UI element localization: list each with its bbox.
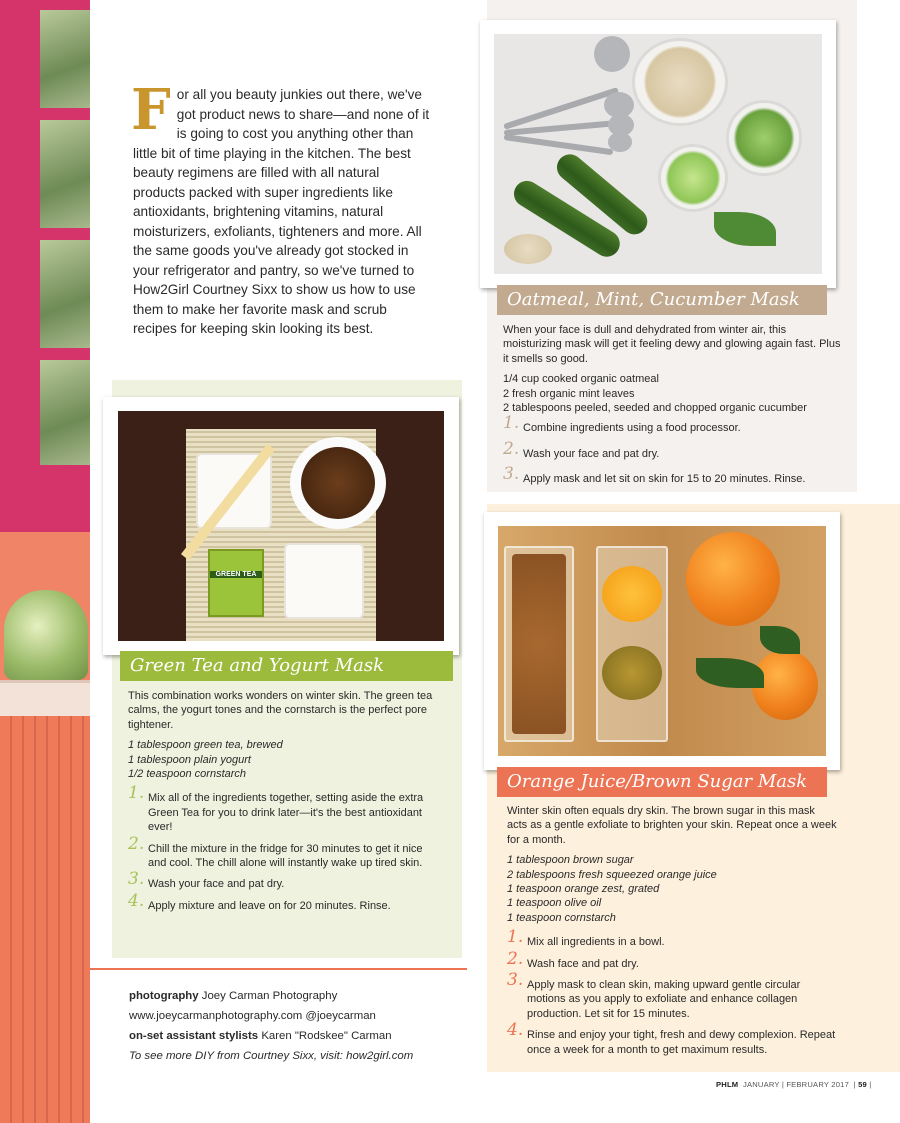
step bbox=[128, 833, 438, 871]
page-footer: PHLM JANUARY | FEBRUARY 2017 | 59 | bbox=[716, 1080, 872, 1089]
credit-stylist bbox=[129, 1026, 459, 1046]
step bbox=[128, 783, 438, 834]
green-tea-box bbox=[208, 549, 264, 617]
page-number: 59 bbox=[858, 1080, 867, 1089]
ingredient: 1 teaspoon cornstarch bbox=[507, 911, 616, 924]
step bbox=[507, 970, 837, 1021]
step bbox=[503, 438, 843, 461]
intro-paragraph bbox=[131, 77, 433, 339]
step-number: 2. bbox=[507, 948, 524, 969]
measuring-spoon-handle bbox=[504, 134, 614, 155]
credits-divider bbox=[90, 968, 467, 970]
orange-fruit bbox=[686, 532, 780, 626]
step-text: Wash your face and pat dry. bbox=[148, 878, 285, 891]
ingredient: 1 tablespoon brown sugar bbox=[507, 854, 634, 867]
step-text: Apply mask and let sit on skin for 15 to 20 minutes. Rinse. bbox=[523, 473, 806, 486]
orange-leaf bbox=[696, 658, 764, 688]
oatmeal-photo-frame bbox=[480, 20, 836, 288]
step-text: Mix all ingredients in a bowl. bbox=[527, 936, 665, 949]
step-number: 3. bbox=[503, 464, 520, 485]
step-text: Chill the mixture in the fridge for 30 minutes to get it nice and cool. The chill alone will instantly wake up tired skin. bbox=[148, 842, 423, 870]
step-text: Combine ingredients using a food processor. bbox=[523, 422, 741, 435]
green-tea-steps bbox=[128, 783, 438, 913]
intro-text: or all you beauty junkies out there, we've got product news to share—and none of it is going to cost you anything other than little bit of time playing in the kitchen. The best beauty regimens are filled with all natural products packed with super ingredients like antioxidants, brightening vitamins, natural moisturizers, exfoliants, tighteners and more. All the same goods you've already got stocked in your refrigerator and pantry, so we've turned to How2Girl Courtney Sixx to show us how to use them to make her favorite mask and scrub recipes for keeping skin looking its best. bbox=[133, 87, 430, 336]
tea-box-label: GREEN TEA bbox=[210, 571, 262, 578]
step bbox=[128, 869, 438, 891]
orange-leaf bbox=[760, 626, 800, 654]
orange-ingredients bbox=[507, 853, 837, 925]
orange-photo-frame bbox=[484, 512, 840, 770]
mint-leaves bbox=[714, 212, 776, 246]
window-photo-strip bbox=[0, 0, 90, 1123]
ingredient: 2 tablespoons peeled, seeded and chopped organic cucumber bbox=[503, 402, 807, 415]
credit-value: Karen "Rodskee" Carman bbox=[261, 1030, 392, 1042]
step-number: 2. bbox=[503, 438, 520, 459]
step bbox=[503, 464, 843, 486]
step-text: Mix all of the ingredients together, setting aside the extra Green Tea for you to drink later—it's the best antioxidant ever! bbox=[148, 792, 424, 834]
orange-juice-brown-sugar-photo bbox=[498, 526, 826, 756]
shelf bbox=[0, 680, 90, 716]
window-pane bbox=[40, 10, 90, 108]
step bbox=[507, 1020, 837, 1057]
brown-sugar bbox=[512, 554, 566, 734]
green-tea-ingredients bbox=[128, 738, 438, 781]
step-text: Wash your face and pat dry. bbox=[523, 447, 660, 460]
photo-credits bbox=[129, 986, 459, 1066]
ingredient: 1 teaspoon olive oil bbox=[507, 897, 602, 910]
measuring-spoon bbox=[608, 132, 632, 152]
credit-web: www.joeycarmanphotography.com @joeycarman bbox=[129, 1010, 376, 1022]
credit-value: Joey Carman Photography bbox=[201, 990, 338, 1002]
oatmeal-recipe bbox=[503, 323, 843, 494]
window-pane bbox=[40, 240, 90, 348]
step-text: Rinse and enjoy your tight, fresh and dewy complexion. Repeat once a week for a month to get maximum results. bbox=[527, 1029, 836, 1056]
step-number: 2. bbox=[128, 833, 145, 854]
ingredient: 1 tablespoon plain yogurt bbox=[128, 753, 251, 766]
step bbox=[128, 890, 438, 913]
orange-description: Winter skin often equals dry skin. The brown sugar in this mask acts as a gentle exfoliate to brighten your skin. Repeat once a week for a month. bbox=[507, 805, 837, 846]
step-number: 4. bbox=[128, 890, 145, 911]
green-tea-photo-frame bbox=[103, 397, 459, 655]
green-tea-title: Green Tea and Yogurt Mask bbox=[120, 651, 453, 681]
window-pane bbox=[40, 360, 90, 465]
footer-brand: PHLM bbox=[716, 1080, 739, 1089]
ingredient: 2 tablespoons fresh squeezed orange juice bbox=[507, 868, 717, 881]
oatmeal-ingredients bbox=[503, 372, 843, 415]
orange-title: Orange Juice/Brown Sugar Mask bbox=[497, 767, 827, 797]
ingredient: 2 fresh organic mint leaves bbox=[503, 387, 635, 400]
step-number: 3. bbox=[128, 869, 145, 890]
oatmeal-bowl bbox=[632, 38, 728, 126]
hydrangea-plant bbox=[4, 590, 88, 680]
orange-recipe bbox=[507, 804, 837, 1064]
step-number: 1. bbox=[128, 783, 145, 804]
oatmeal-steps bbox=[503, 413, 843, 486]
chopped-cucumber-bowl bbox=[658, 144, 728, 212]
measuring-spoon bbox=[594, 36, 630, 72]
ingredient: 1/4 cup cooked organic oatmeal bbox=[503, 373, 659, 386]
step-text: Apply mask to clean skin, making upward gentle circular motions as you apply to exfoliate and enhance collagen production. Let sit for 15 minutes. bbox=[527, 979, 801, 1020]
green-tea-description: This combination works wonders on winter skin. The green tea calms, the yogurt tones and the cornstarch is the perfect pore tightener. bbox=[128, 690, 433, 731]
orange-juice bbox=[602, 566, 662, 622]
oatmeal-description: When your face is dull and dehydrated from winter air, this moisturizing mask will get it feeling dewy and glowing again fast. Plus it smells so good. bbox=[503, 324, 841, 365]
oatmeal-mint-cucumber-photo bbox=[494, 34, 822, 274]
step-number: 4. bbox=[507, 1020, 524, 1041]
credit-label: photography bbox=[129, 990, 199, 1002]
oat-flakes bbox=[504, 234, 552, 264]
step-number: 1. bbox=[507, 927, 524, 948]
step-text: Apply mixture and leave on for 20 minutes. Rinse. bbox=[148, 899, 391, 912]
step-text: Wash face and pat dry. bbox=[527, 957, 639, 970]
window-pane bbox=[40, 120, 90, 228]
beadboard-panel bbox=[0, 716, 90, 1123]
brewed-tea bbox=[301, 447, 375, 519]
green-tea-recipe bbox=[128, 689, 438, 920]
cucumber-slices-bowl bbox=[726, 100, 802, 176]
step-number: 1. bbox=[503, 413, 520, 434]
ingredient: 1 tablespoon green tea, brewed bbox=[128, 739, 283, 752]
ingredient: 1 teaspoon orange zest, grated bbox=[507, 883, 660, 896]
ingredient: 1/2 teaspoon cornstarch bbox=[128, 768, 247, 781]
oatmeal-title: Oatmeal, Mint, Cucumber Mask bbox=[497, 285, 827, 315]
green-tea-yogurt-photo bbox=[118, 411, 444, 641]
credit-more: To see more DIY from Courtney Sixx, visit: how2girl.com bbox=[129, 1050, 414, 1062]
olive-oil bbox=[602, 646, 662, 700]
footer-issue: JANUARY | FEBRUARY 2017 bbox=[742, 1080, 849, 1089]
step-number: 3. bbox=[507, 970, 524, 991]
step bbox=[507, 927, 837, 949]
cornstarch-dish bbox=[286, 545, 362, 617]
credit-label: on-set assistant stylists bbox=[129, 1030, 259, 1042]
step bbox=[507, 948, 837, 971]
drop-cap: F bbox=[131, 77, 171, 143]
step bbox=[503, 413, 843, 435]
credit-photography bbox=[129, 986, 459, 1006]
orange-steps bbox=[507, 927, 837, 1057]
window-frame bbox=[0, 0, 90, 532]
